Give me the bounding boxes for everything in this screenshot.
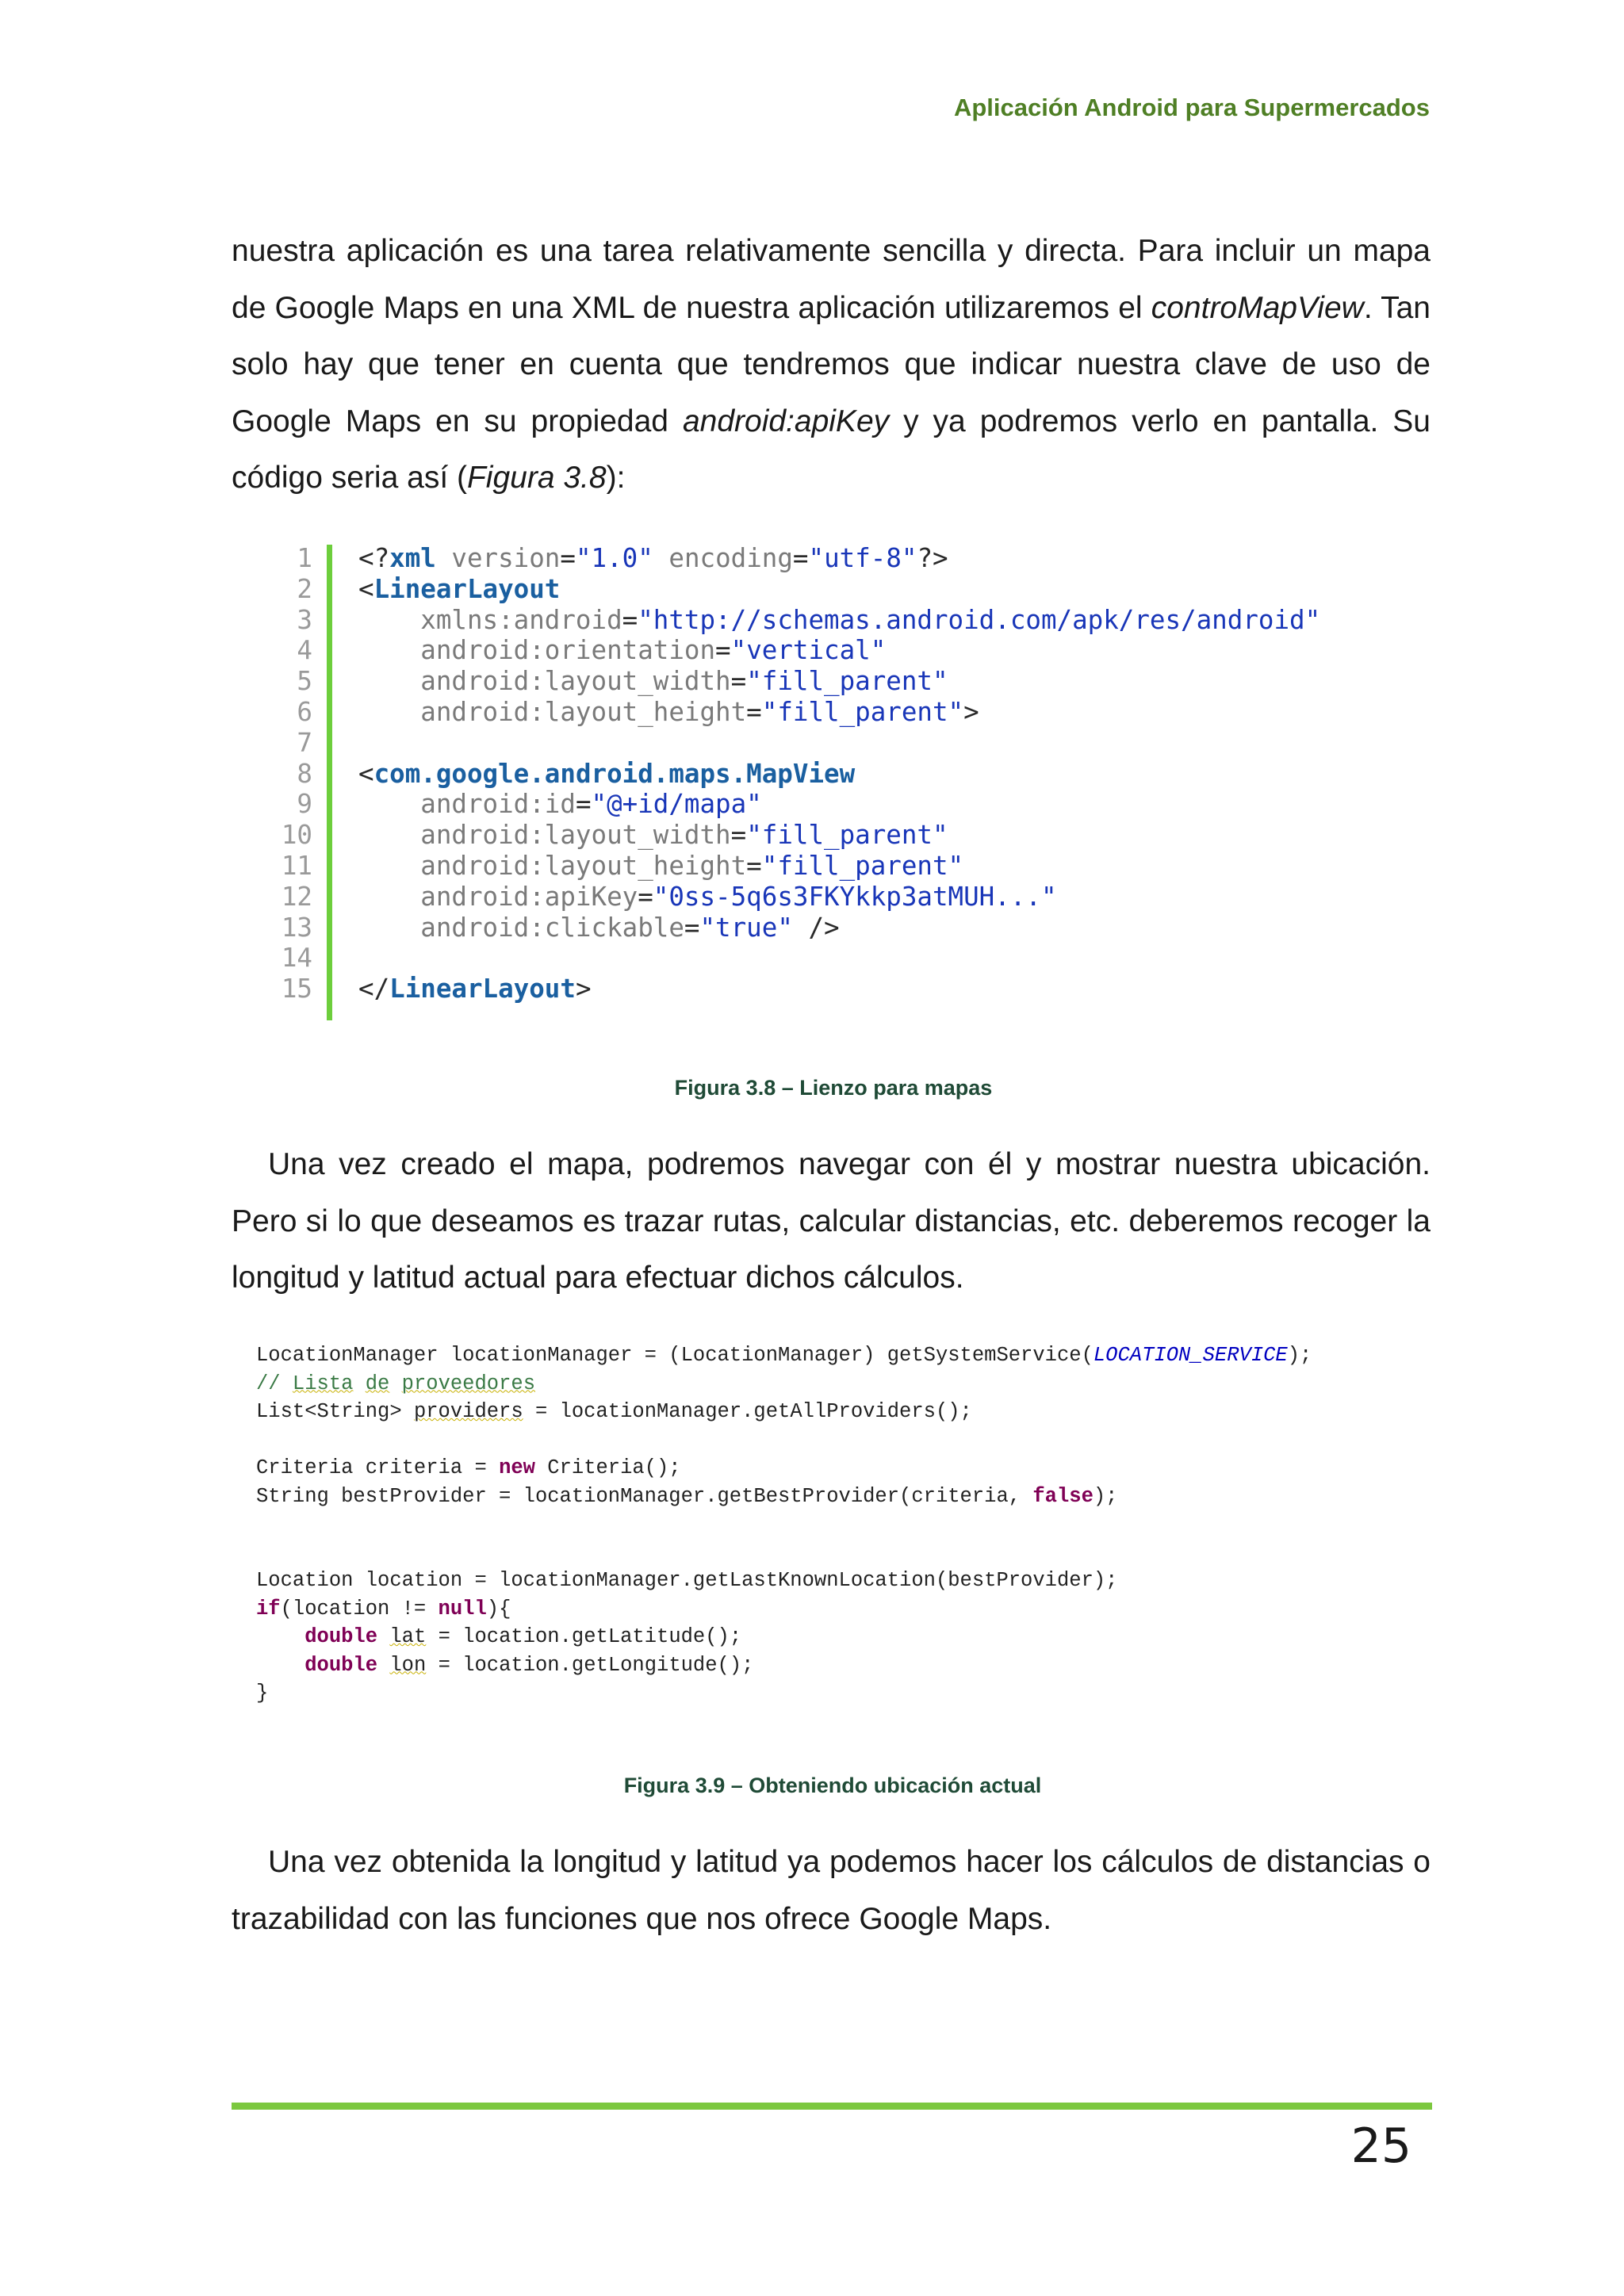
code-line: android:clickable="true" /> [358,912,840,943]
xml-code-listing [266,543,1408,1020]
code-line-blank [358,728,1320,759]
paragraph-intro-text-3: y ya podremos verlo en pantalla. Su código seria así ( [232,404,1431,495]
code-line: Location location = locationManager.getLastKnownLocation(bestProvider); [256,1569,1118,1592]
code-line: android:id="@+id/mapa" [358,789,762,820]
paragraph-location: Una vez creado el mapa, podremos navegar con él y mostrar nuestra ubicación. Pero si lo que deseamos es trazar rutas, calcular distancias, etc. deberemos recoger la longitud y latitud actual para efectuar dichos cálculos. [232,1147,1431,1295]
paragraph-intro-italic-2: android:apiKey [682,404,890,438]
code-line: <com.google.android.maps.MapView [358,758,856,789]
line-number: 5 [297,666,312,697]
code-line: if(location != null){ [256,1597,511,1621]
code-line: String bestProvider = locationManager.getBestProvider(criteria, false); [256,1484,1118,1508]
java-code-listing [256,1341,1312,1708]
code-line-blank [256,1510,1312,1539]
code-line: android:layout_height="fill_parent" [358,850,964,881]
code-line: double lon = location.getLongitude(); [304,1653,754,1677]
figure-caption-3-8: Figura 3.8 – Lienzo para mapas [674,1076,993,1100]
paragraph-intro-text-2: . Tan solo hay que tener en cuenta que tendremos que indicar nuestra clave de uso de Google Maps en su propiedad [232,290,1431,438]
footer-rule [232,2103,1432,2110]
paragraph-intro-italic-3: Figura 3.8 [466,461,607,495]
code-line: LocationManager locationManager = (LocationManager) getSystemService(LOCATION_SERVICE); [256,1344,1312,1367]
code-gutter-bar [327,545,332,1020]
xml-line-numbers [266,543,312,1004]
line-number: 7 [297,727,312,758]
line-number: 11 [281,850,312,881]
line-number: 1 [297,543,312,573]
xml-code-lines [358,543,1320,1004]
code-line: android:orientation="vertical" [358,635,887,666]
code-line: } [256,1682,269,1705]
line-number: 14 [281,943,312,974]
code-line-blank [256,1539,1312,1567]
code-line: android:apiKey="0ss-5q6s3FKYkkp3atMUH..." [358,881,1057,912]
code-line: List<String> providers = locationManager.getAllProviders(); [256,1400,972,1423]
line-number: 6 [297,696,312,727]
code-line: <LinearLayout [358,573,561,604]
paragraph-intro-text-4: ): [606,461,626,495]
code-line: Criteria criteria = new Criteria(); [256,1456,681,1479]
code-line: android:layout_width="fill_parent" [358,666,948,697]
code-line: android:layout_height="fill_parent"> [358,696,979,727]
code-line-blank [256,1426,1312,1455]
line-number: 4 [297,635,312,666]
line-number: 8 [297,758,312,789]
code-line: xmlns:android="http://schemas.android.com/apk/res/android" [358,604,1321,635]
paragraph-intro-text-1: nuestra aplicación es una tarea relativamente sencilla y directa. Para incluir un mapa de Google Maps en una XML de nuestra aplicación utilizaremos el [232,234,1431,325]
code-line: android:layout_width="fill_parent" [358,820,948,851]
paragraph-intro-italic-1: controMapView [1151,290,1364,325]
line-number: 15 [281,974,312,1004]
line-number: 3 [297,604,312,635]
code-line: double lat = location.getLatitude(); [304,1625,742,1648]
code-line: <?xml version="1.0" encoding="utf-8"?> [358,543,948,573]
code-line: </LinearLayout> [358,974,592,1004]
figure-caption-3-9: Figura 3.9 – Obteniendo ubicación actual [623,1774,1042,1797]
paragraph-intro [232,223,1431,507]
line-number: 9 [297,789,312,820]
page-number: 25 [1350,2118,1411,2174]
code-line-blank [358,943,1320,974]
line-number: 13 [281,912,312,943]
line-number: 2 [297,573,312,604]
paragraph-conclusion: Una vez obtenida la longitud y latitud ya podemos hacer los cálculos de distancias o trazabilidad con las funciones que nos ofrece Google Maps. [232,1845,1431,1936]
code-comment: // Lista de proveedores [256,1372,535,1395]
running-header: Aplicación Android para Supermercados [953,94,1430,121]
line-number: 12 [281,881,312,912]
line-number: 10 [281,820,312,851]
